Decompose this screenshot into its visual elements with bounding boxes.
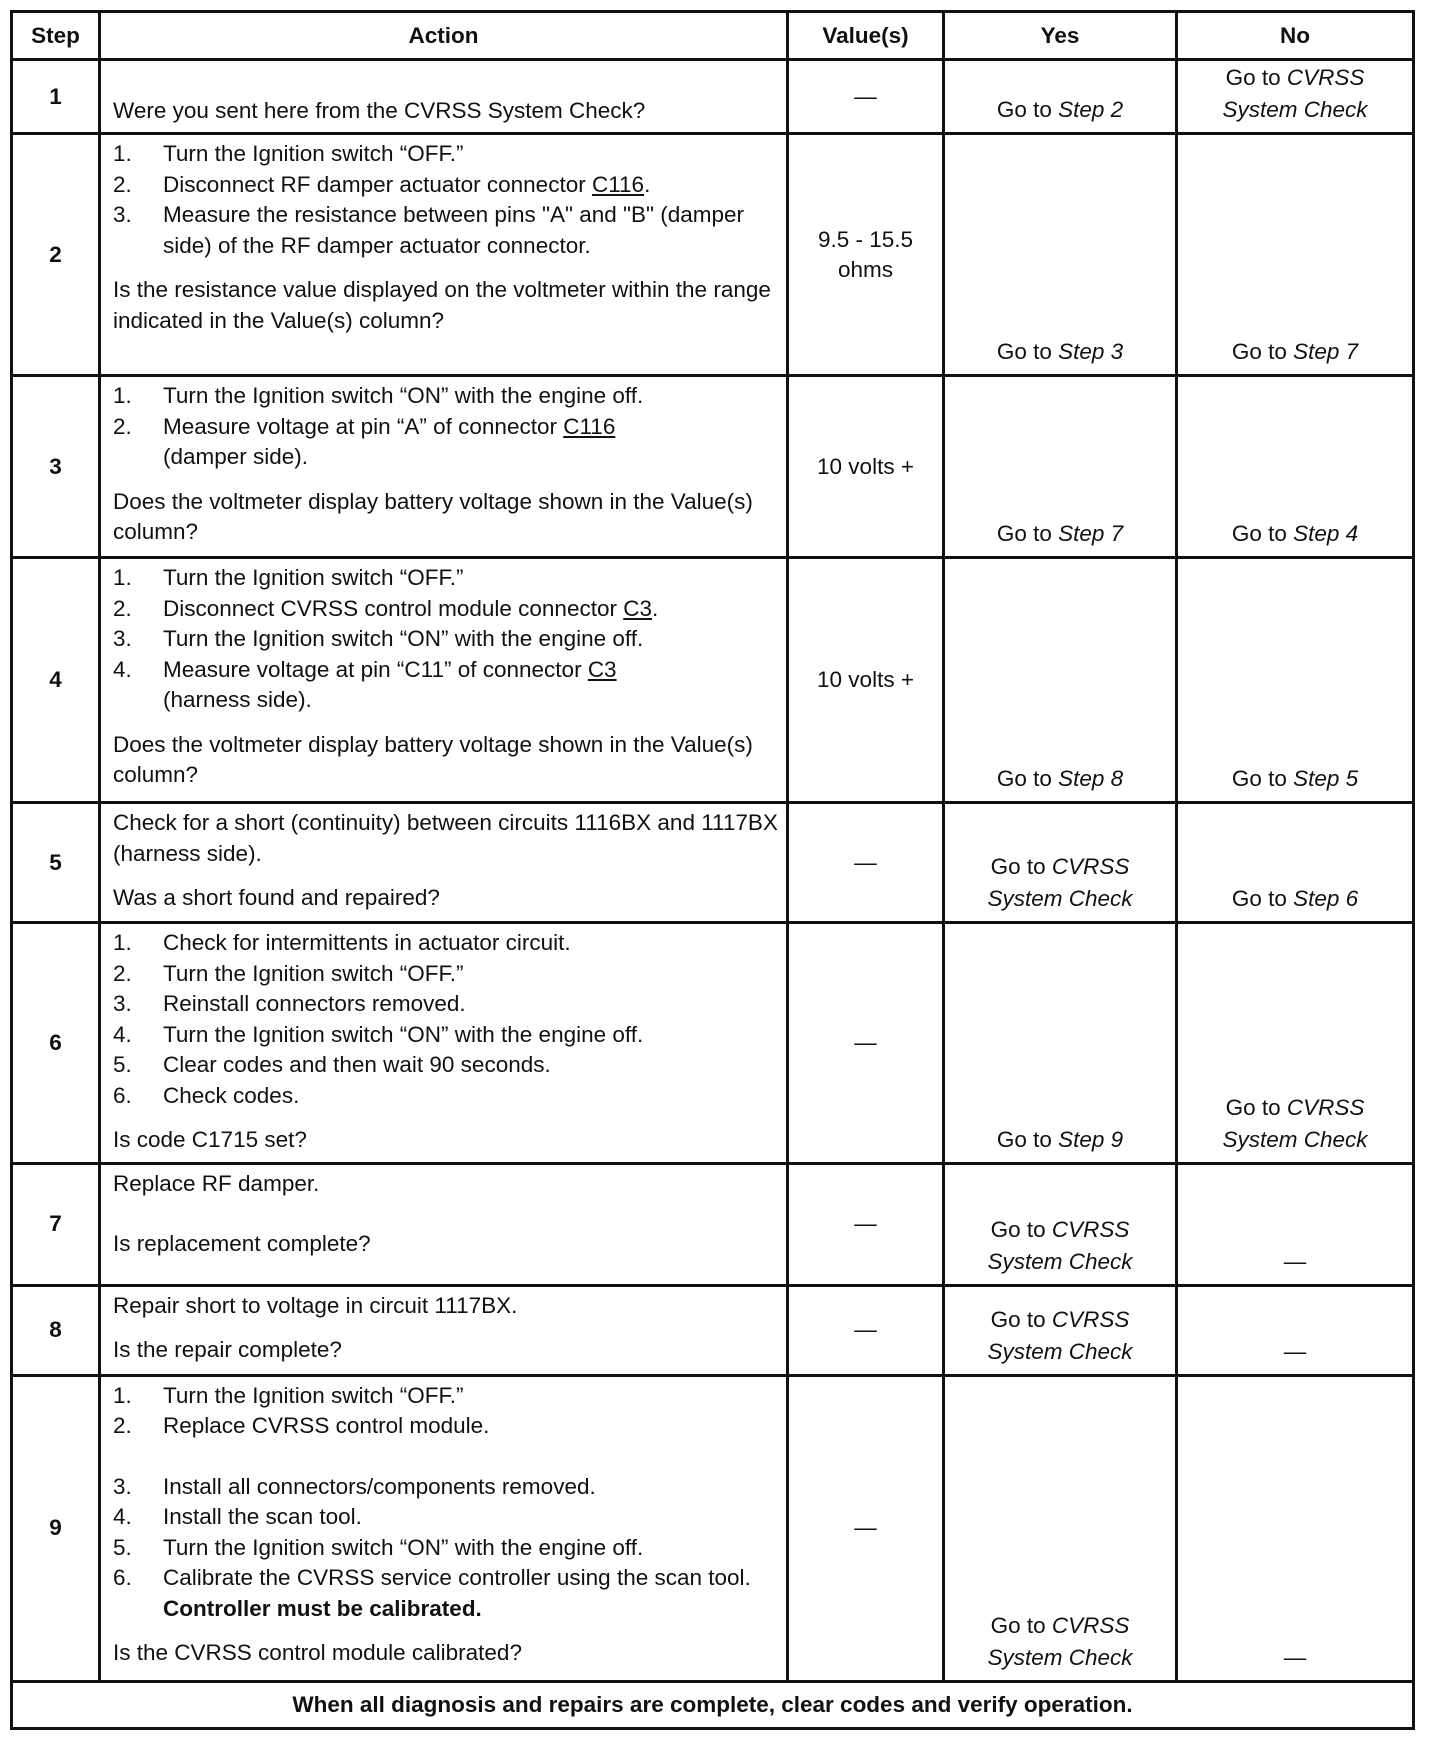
action-item: 3. Turn the Ignition switch “ON” with the engine off. — [113, 626, 644, 651]
action-item: 6. Calibrate the CVRSS service controller using the scan tool. Controller must be calibrated. — [113, 1565, 751, 1621]
action-item: 6. Check codes. — [113, 1082, 300, 1108]
action-cell — [100, 1375, 788, 1681]
header-step: Step — [12, 12, 100, 60]
value-cell: — — [788, 1375, 944, 1681]
yes-cell[interactable]: Go to CVRSS System Check — [944, 1163, 1177, 1285]
footer-row — [12, 1681, 1414, 1728]
yes-cell[interactable]: Go to Step 7 — [944, 376, 1177, 558]
action-cell — [100, 1285, 788, 1375]
value-cell: 9.5 - 15.5 ohms — [788, 134, 944, 376]
action-cell — [100, 60, 788, 134]
yes-cell[interactable]: Go to Step 8 — [944, 558, 1177, 803]
question: Is the resistance value displayed on the voltmeter within the range indicated in the Value(s) column? — [113, 277, 771, 333]
diagnostic-table — [10, 10, 1415, 1730]
connector-ref: C116 — [563, 413, 616, 439]
yes-system-check-link[interactable]: System Check — [987, 1644, 1133, 1670]
yes-step-link[interactable]: Step 2 — [1058, 97, 1124, 122]
yes-cell[interactable]: Go to Step 9 — [944, 923, 1177, 1164]
no-cell[interactable]: Go to Step 4 — [1177, 376, 1414, 558]
step-number: 6 — [12, 923, 100, 1164]
action-item: 2. Replace CVRSS control module. — [113, 1413, 490, 1438]
question: Were you sent here from the CVRSS System Check? — [113, 97, 646, 123]
header-values: Value(s) — [788, 12, 944, 60]
yes-step-link[interactable]: Step 7 — [1058, 521, 1124, 546]
action-item: 4. Measure voltage at pin “C11” of connector C3 (harness side). — [113, 656, 617, 712]
connector-ref: C3 — [623, 595, 652, 621]
no-cell[interactable]: Go to Step 5 — [1177, 558, 1414, 803]
value-cell: — — [788, 1163, 944, 1285]
value-cell: — — [788, 60, 944, 134]
value-cell: 10 volts + — [788, 376, 944, 558]
step-number: 3 — [12, 376, 100, 558]
header-no: No — [1177, 12, 1414, 60]
action-cell — [100, 376, 788, 558]
footer-note: When all diagnosis and repairs are complete, clear codes and verify operation. — [12, 1681, 1414, 1728]
step-row-5 — [12, 803, 1414, 923]
go-to-label: Go to — [996, 97, 1052, 122]
yes-cell[interactable]: Go to Step 3 — [944, 134, 1177, 376]
action-item: 3. Reinstall connectors removed. — [113, 991, 466, 1016]
no-cell[interactable]: Go to CVRSS System Check — [1177, 923, 1414, 1164]
action-cell — [100, 803, 788, 923]
step-number: 2 — [12, 134, 100, 376]
action-item: 3. Measure the resistance between pins "A" and "B" (damper side) of the RF damper actuator connector. — [113, 202, 745, 258]
step-row-1 — [12, 60, 1414, 134]
action-cell — [100, 1163, 788, 1285]
header-yes: Yes — [944, 12, 1177, 60]
question: Is the repair complete? — [113, 1337, 342, 1362]
yes-cvrss-link[interactable]: CVRSS — [1051, 1612, 1130, 1638]
action-item: 5. Clear codes and then wait 90 seconds. — [113, 1052, 551, 1077]
no-cell: — — [1177, 1163, 1414, 1285]
go-to-label: Go to — [1225, 65, 1281, 90]
action-item: 1. Turn the Ignition switch “OFF.” — [113, 1382, 464, 1408]
no-cell[interactable]: Go to Step 7 — [1177, 134, 1414, 376]
yes-cvrss-link[interactable]: CVRSS — [1051, 854, 1130, 879]
step-row-6 — [12, 923, 1414, 1164]
header-action: Action — [100, 12, 788, 60]
yes-system-check-link[interactable]: System Check — [987, 1248, 1133, 1274]
question: Does the voltmeter display battery voltage shown in the Value(s) column? — [113, 731, 753, 787]
step-row-9 — [12, 1375, 1414, 1681]
action-item: 3. Install all connectors/components removed. — [113, 1473, 596, 1499]
step-number: 4 — [12, 558, 100, 803]
action-item: 4. Install the scan tool. — [113, 1504, 362, 1529]
action-text: Replace RF damper. — [113, 1170, 320, 1196]
value-cell: — — [788, 803, 944, 923]
no-cell[interactable] — [1177, 60, 1414, 134]
connector-ref: C3 — [587, 656, 617, 682]
yes-cvrss-link[interactable]: CVRSS — [1051, 1306, 1130, 1332]
no-step-link[interactable]: Step 6 — [1293, 886, 1359, 911]
action-item: 1. Turn the Ignition switch “OFF.” — [113, 565, 464, 590]
step-number: 9 — [12, 1375, 100, 1681]
yes-cell[interactable]: Go to CVRSS System Check — [944, 1375, 1177, 1681]
action-item: 2. Disconnect RF damper actuator connector C116. — [113, 171, 651, 197]
yes-system-check-link[interactable]: System Check — [987, 1338, 1133, 1364]
step-number: 1 — [12, 60, 100, 134]
step-row-3 — [12, 376, 1414, 558]
action-item: 5. Turn the Ignition switch “ON” with the engine off. — [113, 1534, 644, 1560]
no-cell[interactable]: Go to Step 6 — [1177, 803, 1414, 923]
step-row-8 — [12, 1285, 1414, 1375]
action-cell — [100, 558, 788, 803]
no-system-check-link[interactable]: System Check — [1222, 1126, 1368, 1152]
action-item: 2. Measure voltage at pin “A” of connector C116 (damper side). — [113, 413, 616, 469]
yes-step-link[interactable]: Step 3 — [1058, 339, 1124, 364]
connector-ref: C116 — [591, 171, 645, 197]
yes-system-check-link[interactable]: System Check — [987, 886, 1133, 911]
action-item: 1. Turn the Ignition switch “OFF.” — [113, 141, 464, 166]
step-number: 5 — [12, 803, 100, 923]
step-row-4 — [12, 558, 1414, 803]
no-cell: — — [1177, 1285, 1414, 1375]
no-step-link[interactable]: Step 7 — [1293, 339, 1359, 364]
question: Is replacement complete? — [113, 1231, 371, 1256]
yes-cell[interactable]: Go to CVRSS System Check — [944, 1285, 1177, 1375]
no-cvrss-link[interactable]: CVRSS — [1286, 65, 1365, 90]
yes-step-link[interactable]: Step 8 — [1058, 766, 1124, 791]
value-cell: — — [788, 1285, 944, 1375]
action-item: 2. Disconnect CVRSS control module connector C3. — [113, 595, 659, 621]
action-text: Repair short to voltage in circuit 1117BX. — [113, 1292, 518, 1318]
step-number: 7 — [12, 1163, 100, 1285]
action-item: 1. Check for intermittents in actuator circuit. — [113, 930, 571, 955]
calibration-warning: Controller must be calibrated. — [163, 1595, 482, 1621]
action-cell — [100, 134, 788, 376]
no-system-check-link[interactable]: System Check — [1222, 97, 1368, 122]
action-item: 1. Turn the Ignition switch “ON” with the engine off. — [113, 383, 644, 408]
step-number: 8 — [12, 1285, 100, 1375]
no-step-link[interactable]: Step 5 — [1293, 766, 1359, 791]
question: Is code C1715 set? — [113, 1127, 307, 1152]
no-step-link[interactable]: Step 4 — [1293, 521, 1359, 546]
yes-cell[interactable]: Go to CVRSS System Check — [944, 803, 1177, 923]
step-row-7 — [12, 1163, 1414, 1285]
yes-cvrss-link[interactable]: CVRSS — [1051, 1216, 1130, 1242]
action-item: 2. Turn the Ignition switch “OFF.” — [113, 960, 464, 986]
action-cell — [100, 923, 788, 1164]
yes-cell[interactable] — [944, 60, 1177, 134]
step-row-2 — [12, 134, 1414, 376]
yes-step-link[interactable]: Step 9 — [1058, 1126, 1124, 1152]
header-row — [12, 12, 1414, 60]
question: Is the CVRSS control module calibrated? — [113, 1640, 522, 1665]
question: Does the voltmeter display battery voltage shown in the Value(s) column? — [113, 488, 753, 544]
no-cvrss-link[interactable]: CVRSS — [1286, 1094, 1365, 1120]
value-cell: — — [788, 923, 944, 1164]
no-cell: — — [1177, 1375, 1414, 1681]
value-cell: 10 volts + — [788, 558, 944, 803]
question: Was a short found and repaired? — [113, 885, 440, 910]
action-item: 4. Turn the Ignition switch “ON” with the engine off. — [113, 1021, 644, 1047]
action-text: Check for a short (continuity) between circuits 1116BX and 1117BX (harness side). — [113, 810, 778, 866]
